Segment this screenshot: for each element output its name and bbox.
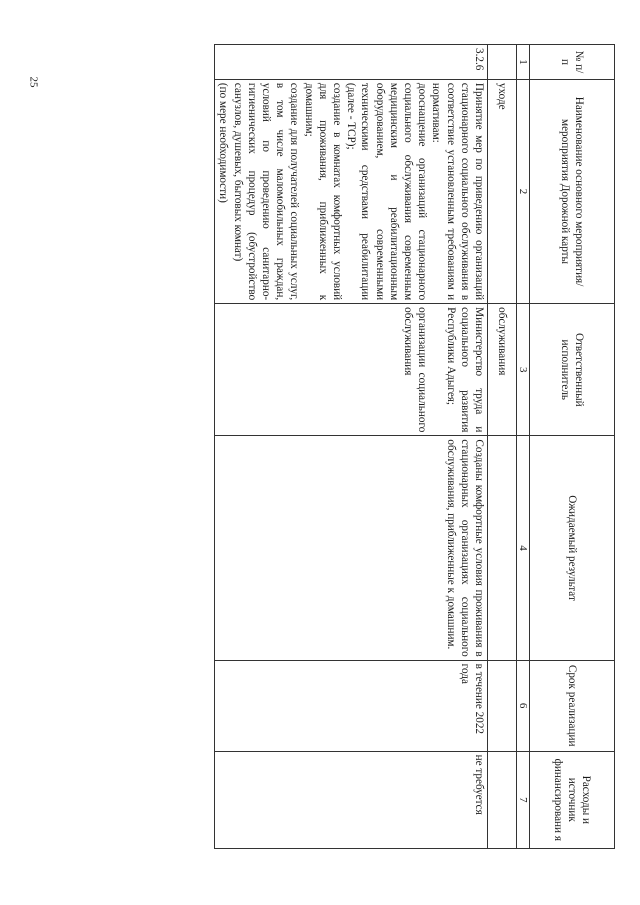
table-row [215, 45, 488, 849]
continuation-cell [488, 660, 517, 751]
row-number: 3.2.6 [215, 45, 488, 80]
continuation-cell [488, 436, 517, 660]
header-expected-result: Ожидаемый результат [530, 436, 615, 660]
roadmap-table [214, 44, 615, 849]
activity-line: (по мере необходимости) [217, 82, 230, 203]
column-number: 2 [517, 79, 530, 303]
row-funding: не требуется [215, 751, 488, 848]
column-number: 4 [517, 436, 530, 660]
activity-line: создание в комнатах комфортных условий для проживания, приближенных к домашним; [302, 82, 343, 301]
row-term: в течение 2022 года [215, 660, 488, 751]
continuation-cell [488, 751, 517, 848]
header-executor: Ответственный исполнитель [530, 304, 615, 436]
continuation-cell [488, 45, 517, 80]
continuation-executor: обслуживания [488, 304, 517, 436]
executor-line: организации социального обслуживания [402, 307, 429, 433]
header-activity-name: Наименование основного мероприятия/мероприятия Дорожной карты [530, 79, 615, 303]
executor-line: Министерство труда и социального развития Республики Адыгея; [444, 307, 485, 433]
header-term: Срок реализации [530, 660, 615, 751]
continuation-row [488, 45, 517, 849]
row-executor [215, 304, 488, 436]
header-number: № п/п [530, 45, 615, 80]
header-funding: Расходы и источник финансировани я [530, 751, 615, 848]
column-number: 6 [517, 660, 530, 751]
column-number-row [517, 45, 530, 849]
header-row [530, 45, 615, 849]
row-activity-name [215, 79, 488, 303]
column-number: 7 [517, 751, 530, 848]
column-number: 1 [517, 45, 530, 80]
continuation-activity: уходе [488, 79, 517, 303]
rotated-table-sheet [80, 44, 615, 849]
column-number: 3 [517, 304, 530, 436]
activity-line: Принятие мер по приведению организаций стационарного социального обслуживания в соответствие установленным требованиям и нормативам: [430, 82, 485, 301]
activity-line: дооснащение организаций стационарного социального обслуживания современным медицинским и реабилитационным оборудованием, современными техническими средствами реабилитации (далее - ТСР); [345, 82, 429, 301]
activity-line: создание для получателей социальных услуг, в том числе маломобильных граждан, условий по проведению санитарно-гигиенических процедур (обустройство санузлов, душевых, бытовых комнат) [231, 82, 301, 301]
page-number: 25 [27, 76, 40, 88]
row-expected-result: Созданы комфортные условия проживания в стационарных организациях социального обслуживания, приближенные к домашним. [215, 436, 488, 660]
